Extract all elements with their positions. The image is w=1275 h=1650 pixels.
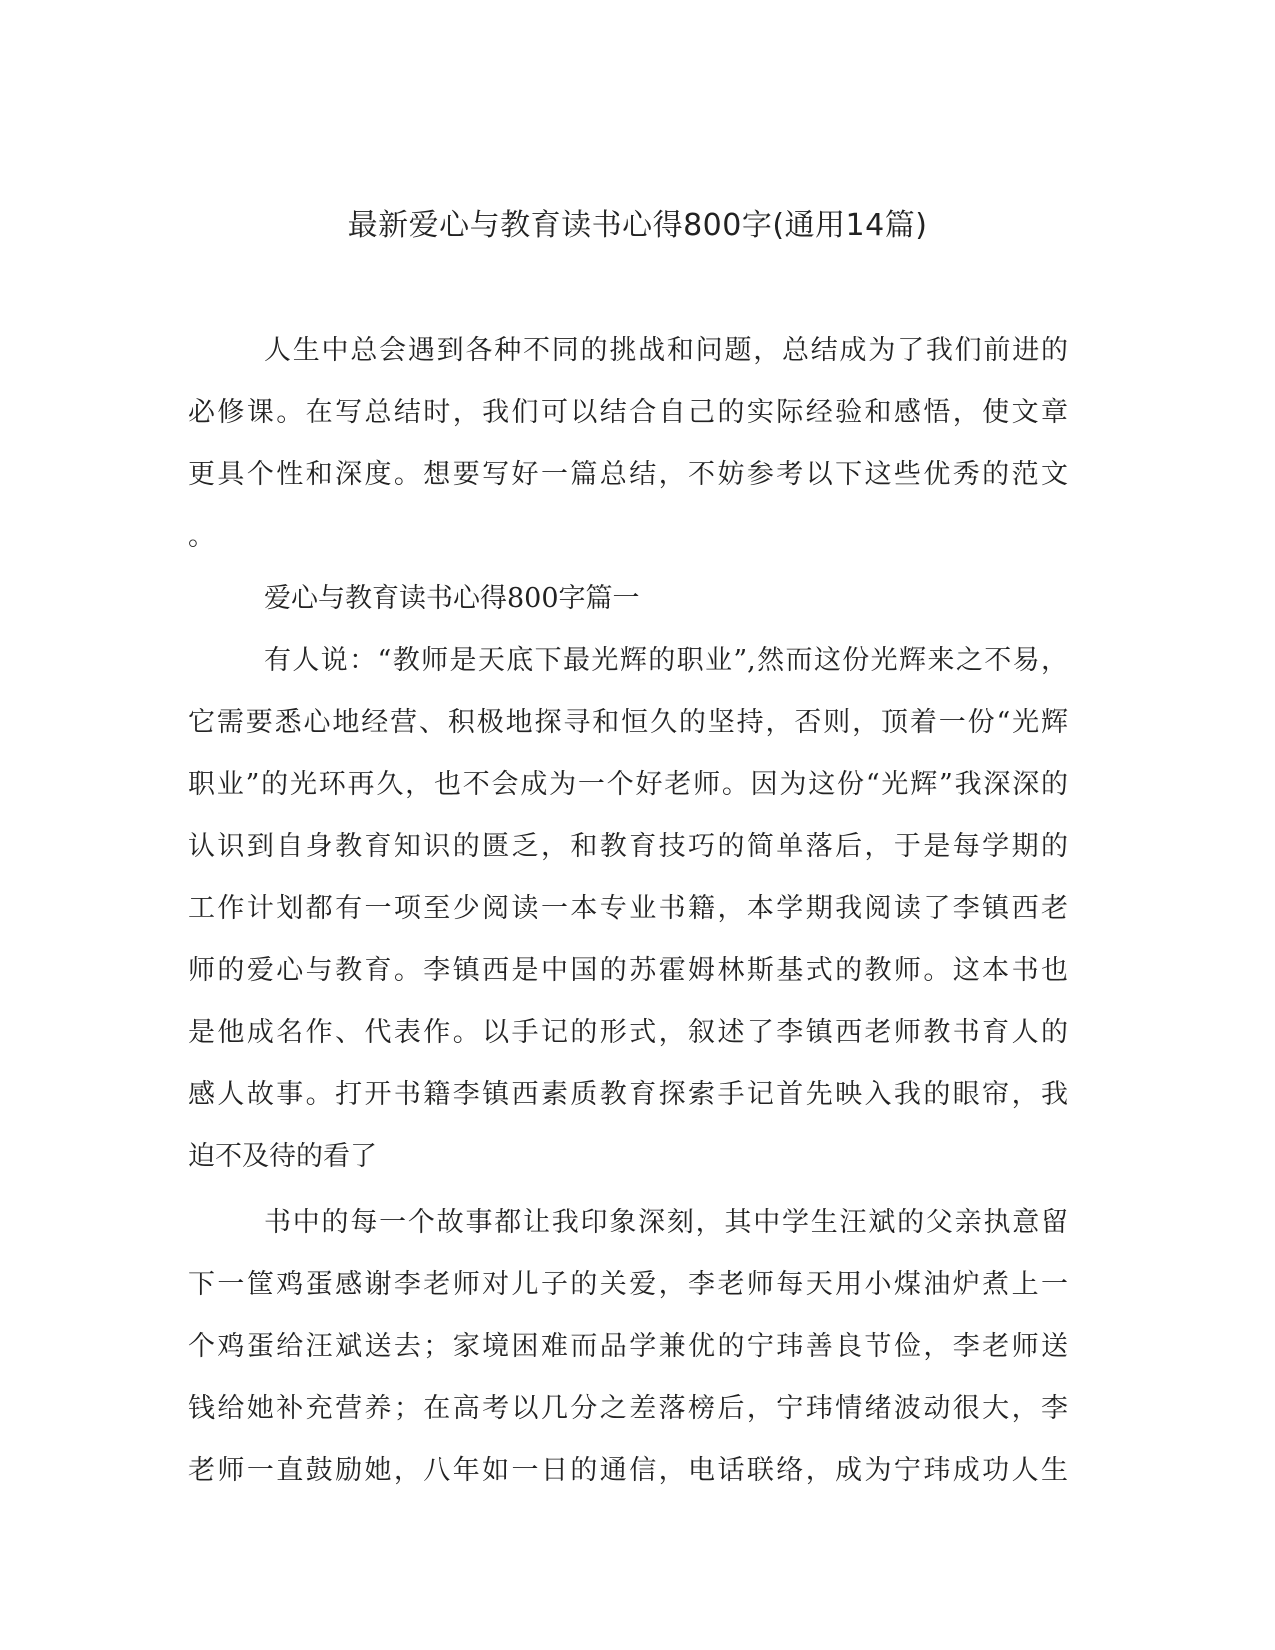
paragraph-line: 是他成名作、代表作。以手记的形式，叙述了李镇西老师教书育人的 (188, 1017, 1068, 1048)
paragraph-line: 职业”的光环再久，也不会成为一个好老师。因为这份“光辉”我深深的 (188, 769, 1068, 800)
paragraph-line: 迫不及待的看了 (188, 1141, 377, 1172)
paragraph-line: 个鸡蛋给汪斌送去；家境困难而品学兼优的宁玮善良节俭，李老师送 (188, 1331, 1068, 1362)
paragraph-line: 认识到自身教育知识的匮乏，和教育技巧的简单落后，于是每学期的 (188, 831, 1068, 862)
body-paragraph-1 (188, 630, 1068, 1188)
section-heading-text: 爱心与教育读书心得800字篇一 (264, 583, 640, 614)
paragraph-line: 老师一直鼓励她，八年如一日的通信，电话联络，成为宁玮成功人生 (188, 1455, 1068, 1486)
paragraph-line: 工作计划都有一项至少阅读一本专业书籍，本学期我阅读了李镇西老 (188, 893, 1068, 924)
intro-line: 人生中总会遇到各种不同的挑战和问题，总结成为了我们前进的 (264, 335, 1068, 366)
paragraph-line: 有人说：“教师是天底下最光辉的职业”,然而这份光辉来之不易， (264, 645, 1068, 676)
paragraph-line: 下一筐鸡蛋感谢李老师对儿子的关爱，李老师每天用小煤油炉煮上一 (188, 1269, 1068, 1300)
paragraph-line: 它需要悉心地经营、积极地探寻和恒久的坚持，否则，顶着一份“光辉 (188, 707, 1068, 738)
body-paragraph-2 (188, 1192, 1068, 1502)
intro-paragraph (188, 320, 1068, 568)
intro-line: 必修课。在写总结时，我们可以结合自己的实际经验和感悟，使文章 (188, 397, 1068, 428)
section-heading (188, 568, 1068, 630)
intro-line: 更具个性和深度。想要写好一篇总结，不妨参考以下这些优秀的范文 (188, 459, 1068, 490)
paragraph-line: 师的爱心与教育。李镇西是中国的苏霍姆林斯基式的教师。这本书也 (188, 955, 1068, 986)
paragraph-line: 感人故事。打开书籍李镇西素质教育探索手记首先映入我的眼帘，我 (188, 1079, 1068, 1110)
paragraph-line: 书中的每一个故事都让我印象深刻，其中学生汪斌的父亲执意留 (264, 1207, 1068, 1238)
paragraph-line: 钱给她补充营养；在高考以几分之差落榜后，宁玮情绪波动很大，李 (188, 1393, 1068, 1424)
intro-line: 。 (188, 521, 215, 552)
document-title: 最新爱心与教育读书心得800字(通用14篇) (347, 208, 928, 243)
